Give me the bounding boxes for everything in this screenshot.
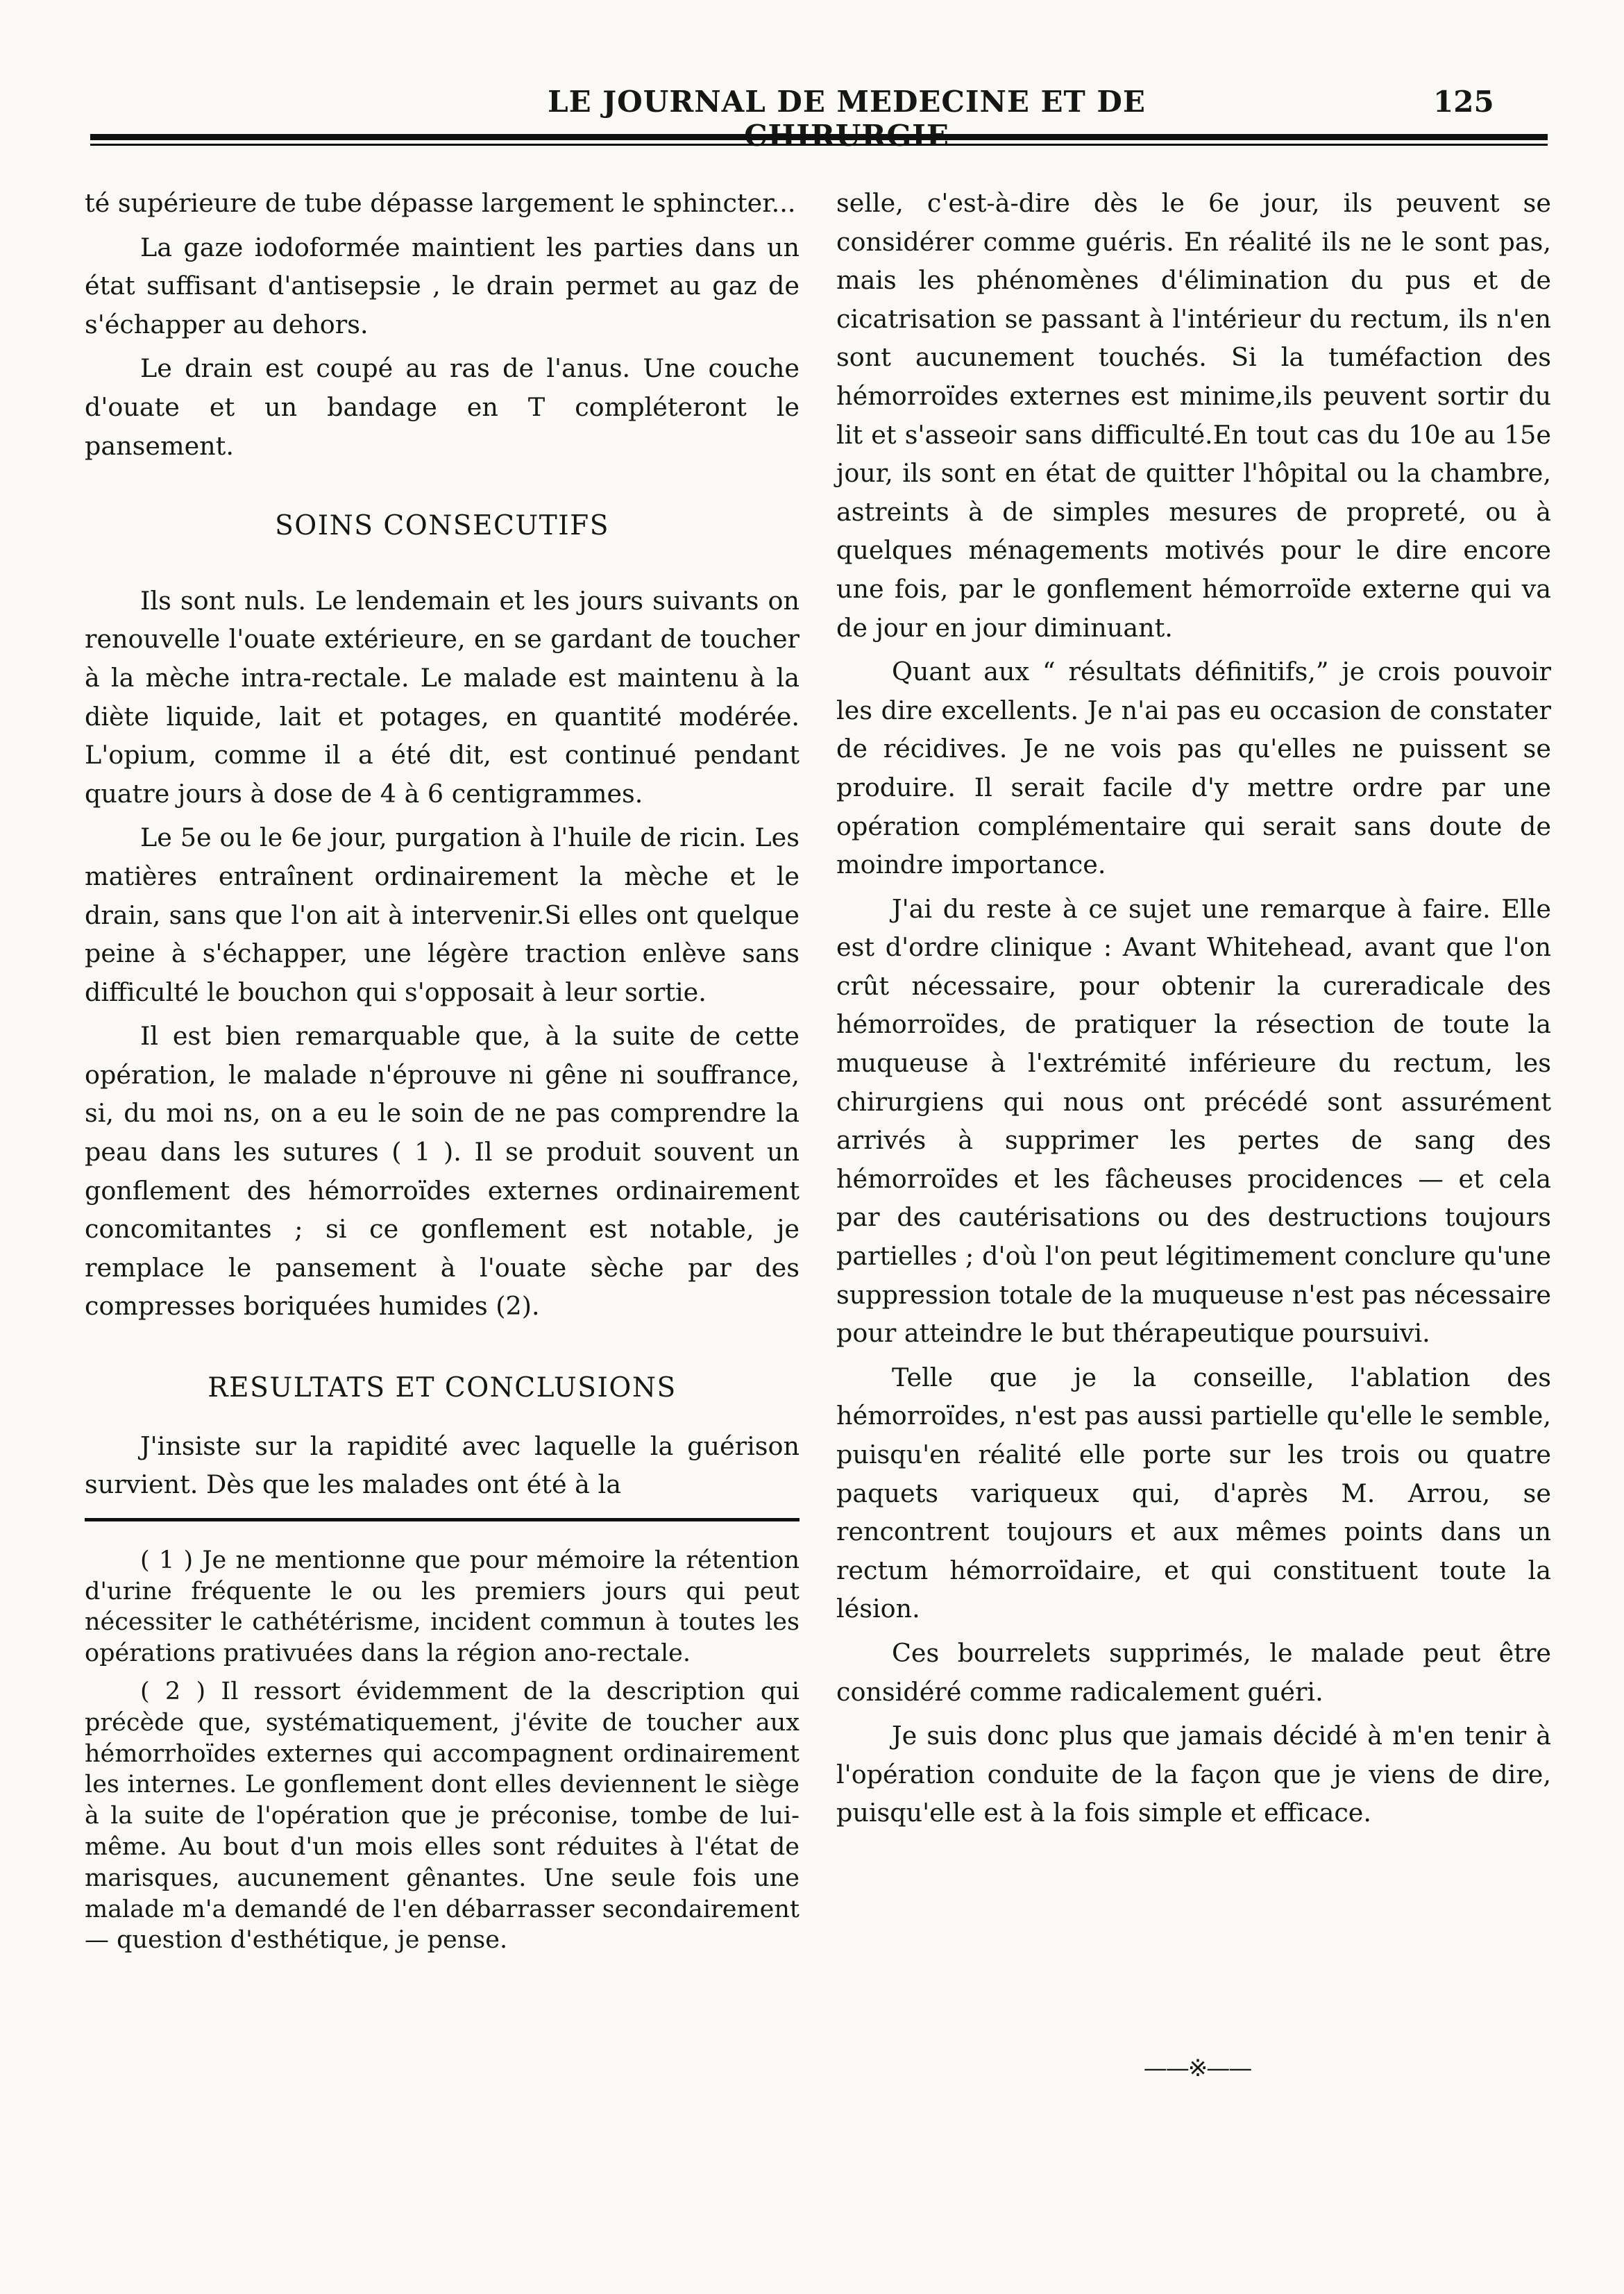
paragraph: J'ai du reste à ce sujet une remarque à faire. Elle est d'ordre clinique : Avant Whitehead, avant que l'on crût nécessaire, pour obtenir la cureradicale des hémorroïdes, de pratiquer la résection de toute la muqueuse à l'extrémité inférieure du rectum, les chirurgiens qui nous ont précédé sont assurément arrivés à supprimer les pertes de sang des hémorroïdes et les fâcheuses procidences — et cela par des cautérisations ou des destructions toujours partielles ; d'où l'on peut légitimement conclure qu'une suppression totale de la muqueuse n'est pas nécessaire pour atteindre le but thérapeutique poursuivi.	[836, 893, 1551, 1349]
footnote: ( 2 ) Il ressort évidemment de la description qui précède que, systématiquement, j'évite de toucher aux hémorrhoïdes externes qui accompagnent ordinairement les internes. Le gonflement dont elles deviennent le siège à la suite de l'opération que je préconise, tombe de lui-même. Au bout d'un mois elles sont réduites à l'état de marisques, aucunement gênantes. Une seule fois une malade m'a demandé de l'en débarrasser secondairement — question d'esthétique, je pense.	[85, 1678, 800, 1955]
paragraph: Ils sont nuls. Le lendemain et les jours suivants on renouvelle l'ouate extérieure, en se gardant de toucher à la mèche intra-rectale. Le malade est maintenu à la diète liquide, lait et potages, en quantité modérée. L'opium, comme il a été dit, est continué pendant quatre jours à dose de 4 à 6 centigrammes.	[85, 585, 800, 809]
paragraph: Je suis donc plus que jamais décidé à m'en tenir à l'opération conduite de la façon que je viens de dire, puisqu'elle est à la fois simple et efficace.	[836, 1721, 1551, 1828]
paragraph: Le 5e ou le 6e jour, purgation à l'huile de ricin. Les matières entraînent ordinairement la mèche et le drain, sans que l'on ait à intervenir.Si elles ont quelque peine à s'échapper, une légère traction enlève sans difficulté le bouchon qui s'opposait à leur sortie.	[85, 823, 800, 1007]
section-heading-resultats: RESULTATS ET CONCLUSIONS	[208, 1372, 677, 1404]
header-rule-thin	[90, 144, 1548, 146]
left-column	[85, 184, 800, 1963]
footnote: ( 1 ) Je ne mentionne que pour mémoire la rétention d'urine fréquente le ou les premiers jours qui peut nécessiter le cathétérisme, incident commun à toutes les opérations prativuées dans la région ano-rectale.	[85, 1546, 800, 1668]
paragraph: Le drain est coupé au ras de l'anus. Une couche d'ouate et un bandage en T compléteront le pansement.	[85, 353, 800, 461]
paragraph: Quant aux “ résultats définitifs,” je crois pouvoir les dire excellents. Je n'ai pas eu occasion de constater de récidives. Je ne vois pas qu'elles ne puissent se produire. Il serait facile d'y mettre ordre par une opération complémentaire qui serait sans doute de moindre importance.	[836, 657, 1551, 880]
paragraph: selle, c'est-à-dire dès le 6e jour, ils peuvent se considérer comme guéris. En réalité ils ne le sont pas, mais les phénomènes d'élimination du pus et de cicatrisation se passant à l'intérieur du rectum, ils n'en sont aucunement touchés. Si la tuméfaction des hémorroïdes externes est minime,ils peuvent sortir du lit et s'asseoir sans difficulté.En tout cas du 10e au 15e jour, ils sont en état de quitter l'hôpital ou la chambre, astreints à de simples mesures de propreté, ou à quelques ménagements motivés pour le dire encore une fois, par le gonflement hémorroïde externe qui va de jour en jour diminuant.	[836, 188, 1551, 643]
paragraph: Ces bourrelets supprimés, le malade peut être considéré comme radicalement guéri.	[836, 1637, 1551, 1707]
header-rule-thick	[90, 134, 1548, 140]
end-ornament: ——※——	[1143, 2055, 1251, 2082]
page-number: 125	[1433, 85, 1494, 119]
paragraph: Il est bien remarquable que, à la suite de cette opération, le malade n'éprouve ni gêne ni souffrance, si, du moi ns, on a eu le soin de ne pas comprendre la peau dans les sutures ( 1 ). Il se produit souvent un gonflement des hémorroïdes externes ordinairement concomitantes ; si ce gonflement est notable, je remplace le pansement à l'ouate sèche par des compresses boriquées humides (2).	[85, 1021, 800, 1322]
running-head: LE JOURNAL DE MEDECINE ET DE	[548, 85, 1146, 119]
paragraph: J'insiste sur la rapidité avec laquelle la guérison survient. Dès que les malades ont été à la	[85, 1431, 800, 1500]
right-column	[836, 184, 1551, 1838]
paragraph: té supérieure de tube dépasse largement le sphincter...	[85, 188, 796, 218]
footnote-rule	[85, 1518, 800, 1521]
footnotes	[85, 1545, 800, 1956]
section-heading-soins: SOINS CONSECUTIFS	[275, 510, 609, 542]
paragraph: Telle que je la conseille, l'ablation des hémorroïdes, n'est pas aussi partielle qu'elle le semble, puisqu'en réalité elle porte sur les trois ou quatre paquets variqueux qui, d'après M. Arrou, se rencontrent toujours et aux mêmes points dans un rectum hémorroïdaire, et qui constituent toute la lésion.	[836, 1362, 1551, 1624]
paragraph: La gaze iodoformée maintient les parties dans un état suffisant d'antisepsie , le drain permet au gaz de s'échapper au dehors.	[85, 232, 800, 339]
